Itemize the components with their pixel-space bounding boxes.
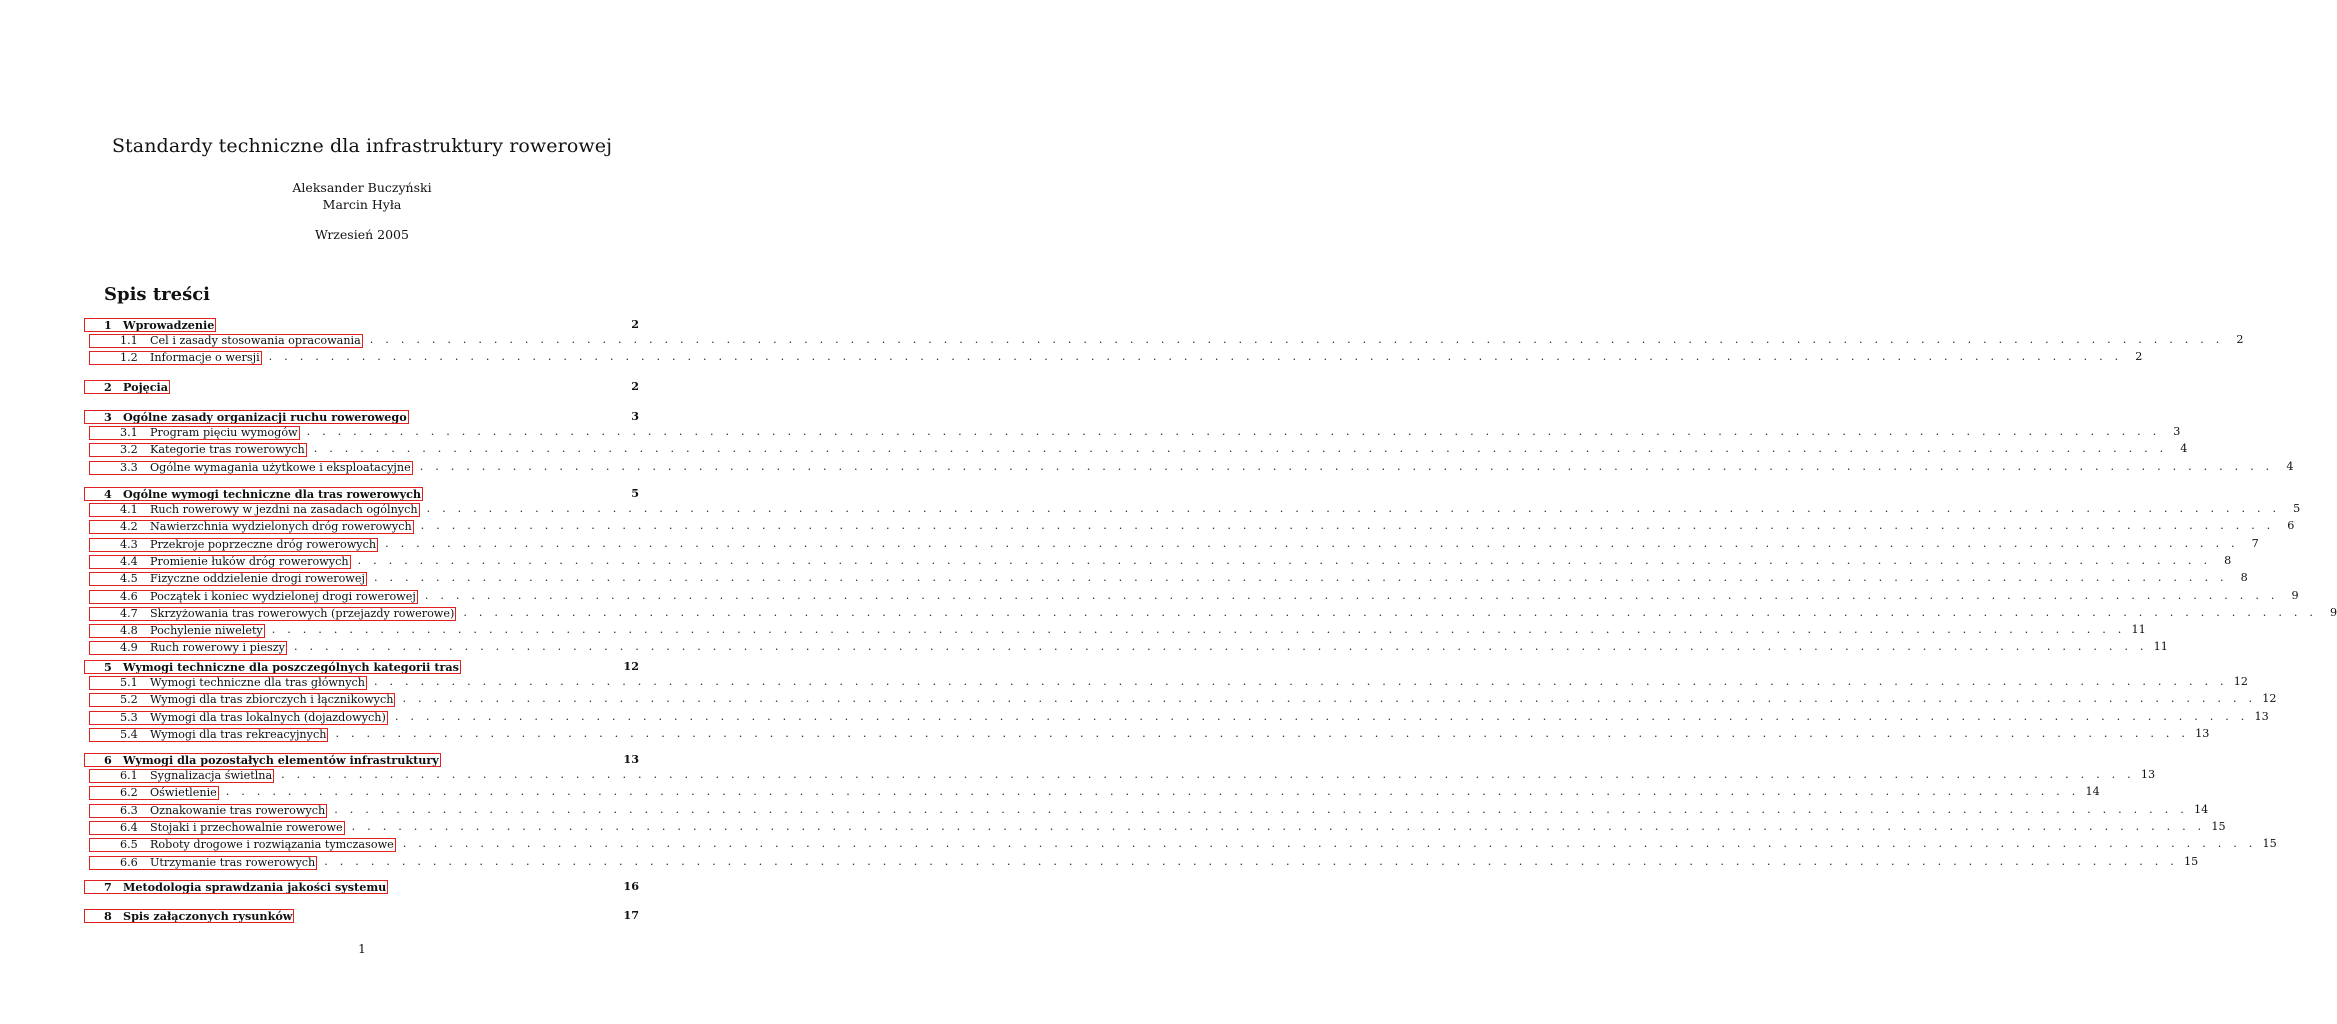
toc-entry-number: 4.9	[120, 641, 138, 654]
dot-leader: . . . . . . . . . . . . . . . . . . . . . . . . . . . . . . . . . . . . . . . . . . . . . . . . . . . . . . . . . . . . . . . . . . . . . . . . . . . . . . . . . . . . . . . . . . . . . . . . . . . . . . . . . . . . . . . . . . . . . . . .	[385, 537, 2239, 550]
toc-page-number: 13	[2195, 727, 2210, 740]
toc-page-number: 7	[2251, 537, 2259, 550]
toc-page-number: 11	[2153, 640, 2168, 653]
toc-section-2-link[interactable]	[85, 381, 169, 393]
toc-page-number: 13	[2254, 710, 2269, 723]
toc-entry-title: Spis załączonych rysunków	[123, 909, 293, 923]
toc-entry-number: 6.5	[120, 838, 138, 851]
toc-section-7-link[interactable]	[85, 881, 387, 893]
toc-section-1-link[interactable]	[85, 319, 215, 331]
toc-page-number: 15	[2184, 855, 2199, 868]
toc-entry-title: Roboty drogowe i rozwiązania tymczasowe	[150, 838, 394, 851]
toc-entry-title: Ogólne zasady organizacji ruchu rowerowego	[123, 410, 407, 424]
toc-page-number: 13	[623, 752, 639, 766]
toc-subsection-4-7-link[interactable]	[90, 608, 455, 620]
toc-entry-title: Ogólne wymagania użytkowe i eksploatacyjne	[150, 461, 411, 474]
author-name: Marcin Hyła	[322, 197, 402, 212]
dot-leader: . . . . . . . . . . . . . . . . . . . . . . . . . . . . . . . . . . . . . . . . . . . . . . . . . . . . . . . . . . . . . . . . . . . . . . . . . . . . . . . . . . . . . . . . . . . . . . . . . . . . . . . . . . . . . . . . . . . . . . . .	[402, 692, 2257, 705]
toc-section-4-link[interactable]	[85, 488, 422, 500]
toc-entry-title: Wymogi techniczne dla poszczególnych kategorii tras	[123, 660, 459, 674]
toc-page-number: 4	[2286, 460, 2294, 473]
toc-subsection-4-6[interactable]	[120, 589, 2299, 603]
dot-leader: . . . . . . . . . . . . . . . . . . . . . . . . . . . . . . . . . . . . . . . . . . . . . . . . . . . . . . . . . . . . . . . . . . . . . . . . . . . . . . . . . . . . . . . . . . . . . . . . . . . . . . . . . . . . . . . . . . . . . . . .	[313, 442, 2168, 455]
toc-subsection-6-3-link[interactable]	[90, 805, 326, 817]
toc-page-number: 4	[2180, 442, 2188, 455]
toc-entry-title: Skrzyżowania tras rowerowych (przejazdy rowerowe)	[150, 607, 455, 620]
dot-leader: . . . . . . . . . . . . . . . . . . . . . . . . . . . . . . . . . . . . . . . . . . . . . . . . . . . . . . . . . . . . . . . . . . . . . . . . . . . . . . . . . . . . . . . . . . . . . . . . . . . . . . . . . . . . . . . . . . . . . . . .	[334, 803, 2188, 816]
toc-subsection-5-4[interactable]	[120, 727, 2210, 741]
toc-entry-title: Metodologia sprawdzania jakości systemu	[123, 880, 387, 894]
dot-leader: . . . . . . . . . . . . . . . . . . . . . . . . . . . . . . . . . . . . . . . . . . . . . . . . . . . . . . . . . . . . . . . . . . . . . . . . . . . . . . . . . . . . . . . . . . . . . . . . . . . . . . . . . . . . . . . . . . . . . . . .	[463, 606, 2318, 619]
toc-subsection-3-2[interactable]	[120, 442, 2188, 456]
dot-leader: . . . . . . . . . . . . . . . . . . . . . . . . . . . . . . . . . . . . . . . . . . . . . . . . . . . . . . . . . . . . . . . . . . . . . . . . . . . . . . . . . . . . . . . . . . . . . . . . . . . . . . . . . . . . . . . . . . . . . . . .	[420, 519, 2275, 532]
toc-entry-title: Wymogi dla tras lokalnych (dojazdowych)	[150, 711, 386, 724]
toc-subsection-6-1-link[interactable]	[90, 770, 273, 782]
toc-section-2[interactable]	[104, 379, 639, 393]
toc-entry-title: Wprowadzenie	[123, 318, 215, 332]
toc-page-number: 13	[2140, 768, 2156, 781]
toc-subsection-4-6-link[interactable]	[90, 591, 417, 603]
toc-subsection-4-4[interactable]	[120, 554, 2232, 568]
toc-page-number: 14	[2193, 803, 2209, 816]
toc-page-number: 5	[2293, 502, 2301, 515]
toc-section-4[interactable]	[104, 486, 639, 500]
toc-page-number: 9	[2329, 606, 2337, 619]
toc-subsection-5-1-link[interactable]	[90, 677, 366, 689]
toc-subsection-4-1[interactable]	[120, 502, 2301, 516]
toc-entry-number: 1.1	[120, 334, 138, 347]
toc-subsection-4-2-link[interactable]	[90, 521, 413, 533]
toc-entry-number: 6	[104, 753, 112, 767]
toc-subsection-6-4[interactable]	[120, 820, 2226, 834]
toc-page-number: 2	[2135, 350, 2143, 363]
toc-subsection-6-1[interactable]	[120, 768, 2156, 782]
toc-page-number: 2	[631, 379, 639, 393]
toc-entry-title: Sygnalizacja świetlna	[150, 769, 273, 782]
toc-entry-title: Informacje o wersji	[150, 351, 260, 364]
dot-leader: . . . . . . . . . . . . . . . . . . . . . . . . . . . . . . . . . . . . . . . . . . . . . . . . . . . . . . . . . . . . . . . . . . . . . . . . . . . . . . . . . . . . . . . . . . . . . . . . . . . . . . . . . . . . . . . . . . . . . . . .	[369, 333, 2224, 346]
toc-subsection-4-8-link[interactable]	[90, 625, 264, 637]
toc-entry-title: Wymogi techniczne dla tras głównych	[150, 676, 365, 689]
toc-section-1[interactable]	[104, 317, 639, 331]
dot-leader: . . . . . . . . . . . . . . . . . . . . . . . . . . . . . . . . . . . . . . . . . . . . . . . . . . . . . . . . . . . . . . . . . . . . . . . . . . . . . . . . . . . . . . . . . . . . . . . . . . . . . . . . . . . . . . . . . . . . . . . .	[271, 623, 2126, 636]
toc-page-number: 8	[2224, 554, 2232, 567]
toc-entry-title: Stojaki i przechowalnie rowerowe	[150, 821, 343, 834]
toc-subsection-5-1[interactable]	[120, 675, 2248, 689]
toc-entry-title: Program pięciu wymogów	[150, 426, 298, 439]
toc-entry-title: Wymogi dla pozostałych elementów infrastruktury	[123, 753, 439, 767]
toc-subsection-4-5[interactable]	[120, 571, 2248, 585]
toc-entry-number: 3.2	[120, 443, 138, 456]
dot-leader: . . . . . . . . . . . . . . . . . . . . . . . . . . . . . . . . . . . . . . . . . . . . . . . . . . . . . . . . . . . . . . . . . . . . . . . . . . . . . . . . . . . . . . . . . . . . . . . . . . . . . . . . . . . . . . . . . . . . . . . .	[402, 837, 2257, 850]
toc-section-8-link[interactable]	[85, 910, 293, 922]
toc-subsection-5-4-link[interactable]	[90, 729, 327, 741]
toc-subsection-6-6[interactable]	[120, 855, 2199, 869]
toc-entry-number: 4.4	[120, 555, 138, 568]
toc-subsection-6-2[interactable]	[120, 785, 2100, 799]
toc-subsection-3-3[interactable]	[120, 460, 2294, 474]
dot-leader: . . . . . . . . . . . . . . . . . . . . . . . . . . . . . . . . . . . . . . . . . . . . . . . . . . . . . . . . . . . . . . . . . . . . . . . . . . . . . . . . . . . . . . . . . . . . . . . . . . . . . . . . . . . . . . . . . . . . . . . .	[225, 785, 2080, 798]
toc-entry-number: 3	[104, 410, 112, 424]
toc-entry-number: 5.3	[120, 711, 138, 724]
toc-entry-number: 5	[104, 660, 112, 674]
toc-entry-title: Nawierzchnia wydzielonych dróg rowerowych	[150, 520, 412, 533]
toc-page-number: 17	[623, 908, 639, 922]
toc-page-number: 15	[2262, 837, 2277, 850]
toc-subsection-4-9-link[interactable]	[90, 642, 286, 654]
toc-page-number: 12	[2233, 675, 2248, 688]
document-title: Standardy techniczne dla infrastruktury rowerowej	[111, 135, 613, 157]
toc-entry-number: 6.6	[120, 856, 138, 869]
toc-entry-number: 7	[104, 880, 112, 894]
dot-leader: . . . . . . . . . . . . . . . . . . . . . . . . . . . . . . . . . . . . . . . . . . . . . . . . . . . . . . . . . . . . . . . . . . . . . . . . . . . . . . . . . . . . . . . . . . . . . . . . . . . . . . . . . . . . . . . . . . . . . . . .	[324, 855, 2179, 868]
toc-page-number: 12	[623, 659, 639, 673]
toc-entry-title: Wymogi dla tras zbiorczych i łącznikowych	[150, 693, 394, 706]
dot-leader: . . . . . . . . . . . . . . . . . . . . . . . . . . . . . . . . . . . . . . . . . . . . . . . . . . . . . . . . . . . . . . . . . . . . . . . . . . . . . . . . . . . . . . . . . . . . . . . . . . . . . . . . . . . . . . . . . . . . . . . .	[351, 820, 2206, 833]
toc-entry-number: 4.5	[120, 572, 138, 585]
toc-page-number: 15	[2211, 820, 2226, 833]
toc-entry-title: Ruch rowerowy w jezdni na zasadach ogólnych	[150, 503, 418, 516]
toc-entry-number: 4.7	[120, 607, 138, 620]
toc-subsection-5-3-link[interactable]	[90, 712, 387, 724]
toc-entry-number: 6.1	[120, 769, 138, 782]
toc-subsection-4-8[interactable]	[120, 623, 2146, 637]
toc-page-number: 16	[623, 879, 639, 893]
author-name: Aleksander Buczyński	[292, 180, 432, 195]
toc-subsection-6-4-link[interactable]	[90, 822, 344, 834]
toc-entry-title: Początek i koniec wydzielonej drogi rowerowej	[150, 590, 416, 603]
toc-page-number: 12	[2262, 692, 2277, 705]
document-date: Wrzesień 2005	[315, 227, 409, 242]
toc-subsection-3-2-link[interactable]	[90, 444, 306, 456]
toc-entry-title: Fizyczne oddzielenie drogi rowerowej	[150, 572, 365, 585]
toc-entry-number: 1.2	[120, 351, 138, 364]
toc-subsection-4-2[interactable]	[120, 519, 2295, 533]
toc-entry-number: 4.2	[120, 520, 138, 533]
toc-subsection-1-1-link[interactable]	[90, 335, 362, 347]
toc-entry-number: 6.4	[120, 821, 138, 834]
toc-section-3[interactable]	[104, 409, 639, 423]
toc-entry-number: 4.8	[120, 624, 138, 637]
toc-subsection-1-2[interactable]	[120, 350, 2143, 364]
toc-section-3-link[interactable]	[85, 411, 408, 423]
toc-entry-title: Przekroje poprzeczne dróg rowerowych	[150, 538, 377, 551]
toc-page-number: 3	[631, 409, 639, 423]
toc-subsection-4-3[interactable]	[120, 537, 2259, 551]
toc-page-number: 2	[2236, 333, 2244, 346]
dot-leader: . . . . . . . . . . . . . . . . . . . . . . . . . . . . . . . . . . . . . . . . . . . . . . . . . . . . . . . . . . . . . . . . . . . . . . . . . . . . . . . . . . . . . . . . . . . . . . . . . . . . . . . . . . . . . . . . . . . . . . . .	[426, 502, 2281, 515]
toc-entry-number: 6.3	[120, 804, 138, 817]
toc-entry-number: 5.2	[120, 693, 138, 706]
toc-entry-number: 4.6	[120, 590, 138, 603]
toc-heading: Spis treści	[104, 284, 211, 305]
dot-leader: . . . . . . . . . . . . . . . . . . . . . . . . . . . . . . . . . . . . . . . . . . . . . . . . . . . . . . . . . . . . . . . . . . . . . . . . . . . . . . . . . . . . . . . . . . . . . . . . . . . . . . . . . . . . . . . . . . . . . . . .	[373, 571, 2228, 584]
toc-entry-title: Kategorie tras rowerowych	[150, 443, 305, 456]
toc-page-number: 8	[2240, 571, 2248, 584]
dot-leader: . . . . . . . . . . . . . . . . . . . . . . . . . . . . . . . . . . . . . . . . . . . . . . . . . . . . . . . . . . . . . . . . . . . . . . . . . . . . . . . . . . . . . . . . . . . . . . . . . . . . . . . . . . . . . . . . . . . . . . . .	[293, 640, 2148, 653]
toc-entry-title: Ruch rowerowy i pieszy	[150, 641, 285, 654]
toc-entry-title: Oznakowanie tras rowerowych	[150, 804, 326, 817]
dot-leader: . . . . . . . . . . . . . . . . . . . . . . . . . . . . . . . . . . . . . . . . . . . . . . . . . . . . . . . . . . . . . . . . . . . . . . . . . . . . . . . . . . . . . . . . . . . . . . . . . . . . . . . . . . . . . . . . . . . . . . . .	[394, 710, 2249, 723]
dot-leader: . . . . . . . . . . . . . . . . . . . . . . . . . . . . . . . . . . . . . . . . . . . . . . . . . . . . . . . . . . . . . . . . . . . . . . . . . . . . . . . . . . . . . . . . . . . . . . . . . . . . . . . . . . . . . . . . . . . . . . . .	[335, 727, 2190, 740]
toc-entry-title: Pojęcia	[123, 380, 169, 394]
toc-entry-title: Promienie łuków dróg rowerowych	[150, 555, 349, 568]
toc-section-7[interactable]	[104, 879, 639, 893]
toc-entry-number: 6.2	[120, 786, 138, 799]
toc-subsection-4-1-link[interactable]	[90, 504, 419, 516]
page-number: 1	[358, 942, 366, 956]
toc-entry-title: Utrzymanie tras rowerowych	[150, 856, 316, 869]
toc-subsection-4-3-link[interactable]	[90, 539, 377, 551]
toc-entry-number: 3.1	[120, 426, 138, 439]
toc-entry-title: Oświetlenie	[150, 786, 217, 799]
toc-subsection-3-1[interactable]	[120, 425, 2181, 439]
toc-page-number: 11	[2131, 623, 2146, 636]
toc-subsection-3-3-link[interactable]	[90, 462, 412, 474]
toc-subsection-1-2-link[interactable]	[90, 352, 261, 364]
toc-entry-number: 1	[104, 318, 112, 332]
toc-page-number: 3	[2173, 425, 2181, 438]
dot-leader: . . . . . . . . . . . . . . . . . . . . . . . . . . . . . . . . . . . . . . . . . . . . . . . . . . . . . . . . . . . . . . . . . . . . . . . . . . . . . . . . . . . . . . . . . . . . . . . . . . . . . . . . . . . . . . . . . . . . . . . .	[357, 554, 2212, 567]
toc-subsection-4-7[interactable]	[120, 606, 2337, 620]
toc-page-number: 9	[2291, 589, 2299, 602]
toc-section-5-link[interactable]	[85, 661, 460, 673]
toc-entry-number: 5.1	[120, 676, 138, 689]
toc-subsection-4-9[interactable]	[120, 640, 2168, 654]
toc-section-5[interactable]	[104, 659, 639, 673]
toc-subsection-6-3[interactable]	[120, 803, 2209, 817]
toc-entry-number: 4	[104, 487, 112, 501]
toc-section-8[interactable]	[104, 908, 639, 922]
toc-subsection-6-5[interactable]	[120, 837, 2277, 851]
dot-leader: . . . . . . . . . . . . . . . . . . . . . . . . . . . . . . . . . . . . . . . . . . . . . . . . . . . . . . . . . . . . . . . . . . . . . . . . . . . . . . . . . . . . . . . . . . . . . . . . . . . . . . . . . . . . . . . . . . . . . . . .	[306, 425, 2161, 438]
dot-leader: . . . . . . . . . . . . . . . . . . . . . . . . . . . . . . . . . . . . . . . . . . . . . . . . . . . . . . . . . . . . . . . . . . . . . . . . . . . . . . . . . . . . . . . . . . . . . . . . . . . . . . . . . . . . . . . . . . . . . . . .	[424, 589, 2279, 602]
toc-section-6[interactable]	[104, 752, 639, 766]
dot-leader: . . . . . . . . . . . . . . . . . . . . . . . . . . . . . . . . . . . . . . . . . . . . . . . . . . . . . . . . . . . . . . . . . . . . . . . . . . . . . . . . . . . . . . . . . . . . . . . . . . . . . . . . . . . . . . . . . . . . . . . .	[374, 675, 2228, 688]
toc-subsection-5-3[interactable]	[120, 710, 2269, 724]
toc-subsection-5-2-link[interactable]	[90, 694, 394, 706]
toc-subsection-6-2-link[interactable]	[90, 787, 218, 799]
toc-entry-title: Wymogi dla tras rekreacyjnych	[150, 728, 327, 741]
dot-leader: . . . . . . . . . . . . . . . . . . . . . . . . . . . . . . . . . . . . . . . . . . . . . . . . . . . . . . . . . . . . . . . . . . . . . . . . . . . . . . . . . . . . . . . . . . . . . . . . . . . . . . . . . . . . . . . . . . . . . . . .	[419, 460, 2274, 473]
toc-entry-number: 3.3	[120, 461, 138, 474]
toc-entry-number: 2	[104, 380, 112, 394]
toc-entry-number: 4.3	[120, 538, 138, 551]
toc-page-number: 6	[2287, 519, 2295, 532]
toc-page-number: 5	[631, 486, 639, 500]
toc-page-number: 14	[2085, 785, 2100, 798]
toc-entry-title: Pochylenie niwelety	[150, 624, 263, 637]
toc-subsection-4-5-link[interactable]	[90, 573, 366, 585]
dot-leader: . . . . . . . . . . . . . . . . . . . . . . . . . . . . . . . . . . . . . . . . . . . . . . . . . . . . . . . . . . . . . . . . . . . . . . . . . . . . . . . . . . . . . . . . . . . . . . . . . . . . . . . . . . . . . . . . . . . . . . . .	[281, 768, 2135, 781]
toc-subsection-5-2[interactable]	[120, 692, 2277, 706]
toc-subsection-6-5-link[interactable]	[90, 839, 395, 851]
toc-subsection-1-1[interactable]	[120, 333, 2244, 347]
toc-entry-number: 4.1	[120, 503, 138, 516]
toc-entry-title: Cel i zasady stosowania opracowania	[150, 334, 361, 347]
toc-entry-number: 5.4	[120, 728, 138, 741]
toc-subsection-3-1-link[interactable]	[90, 427, 299, 439]
dot-leader: . . . . . . . . . . . . . . . . . . . . . . . . . . . . . . . . . . . . . . . . . . . . . . . . . . . . . . . . . . . . . . . . . . . . . . . . . . . . . . . . . . . . . . . . . . . . . . . . . . . . . . . . . . . . . . . . . . . . . . . .	[268, 350, 2123, 363]
toc-entry-title: Ogólne wymogi techniczne dla tras rowerowych	[123, 487, 422, 501]
toc-subsection-6-6-link[interactable]	[90, 857, 316, 869]
toc-entry-number: 8	[104, 909, 112, 923]
toc-subsection-4-4-link[interactable]	[90, 556, 350, 568]
toc-section-6-link[interactable]	[85, 754, 440, 766]
toc-page-number: 2	[631, 317, 639, 331]
